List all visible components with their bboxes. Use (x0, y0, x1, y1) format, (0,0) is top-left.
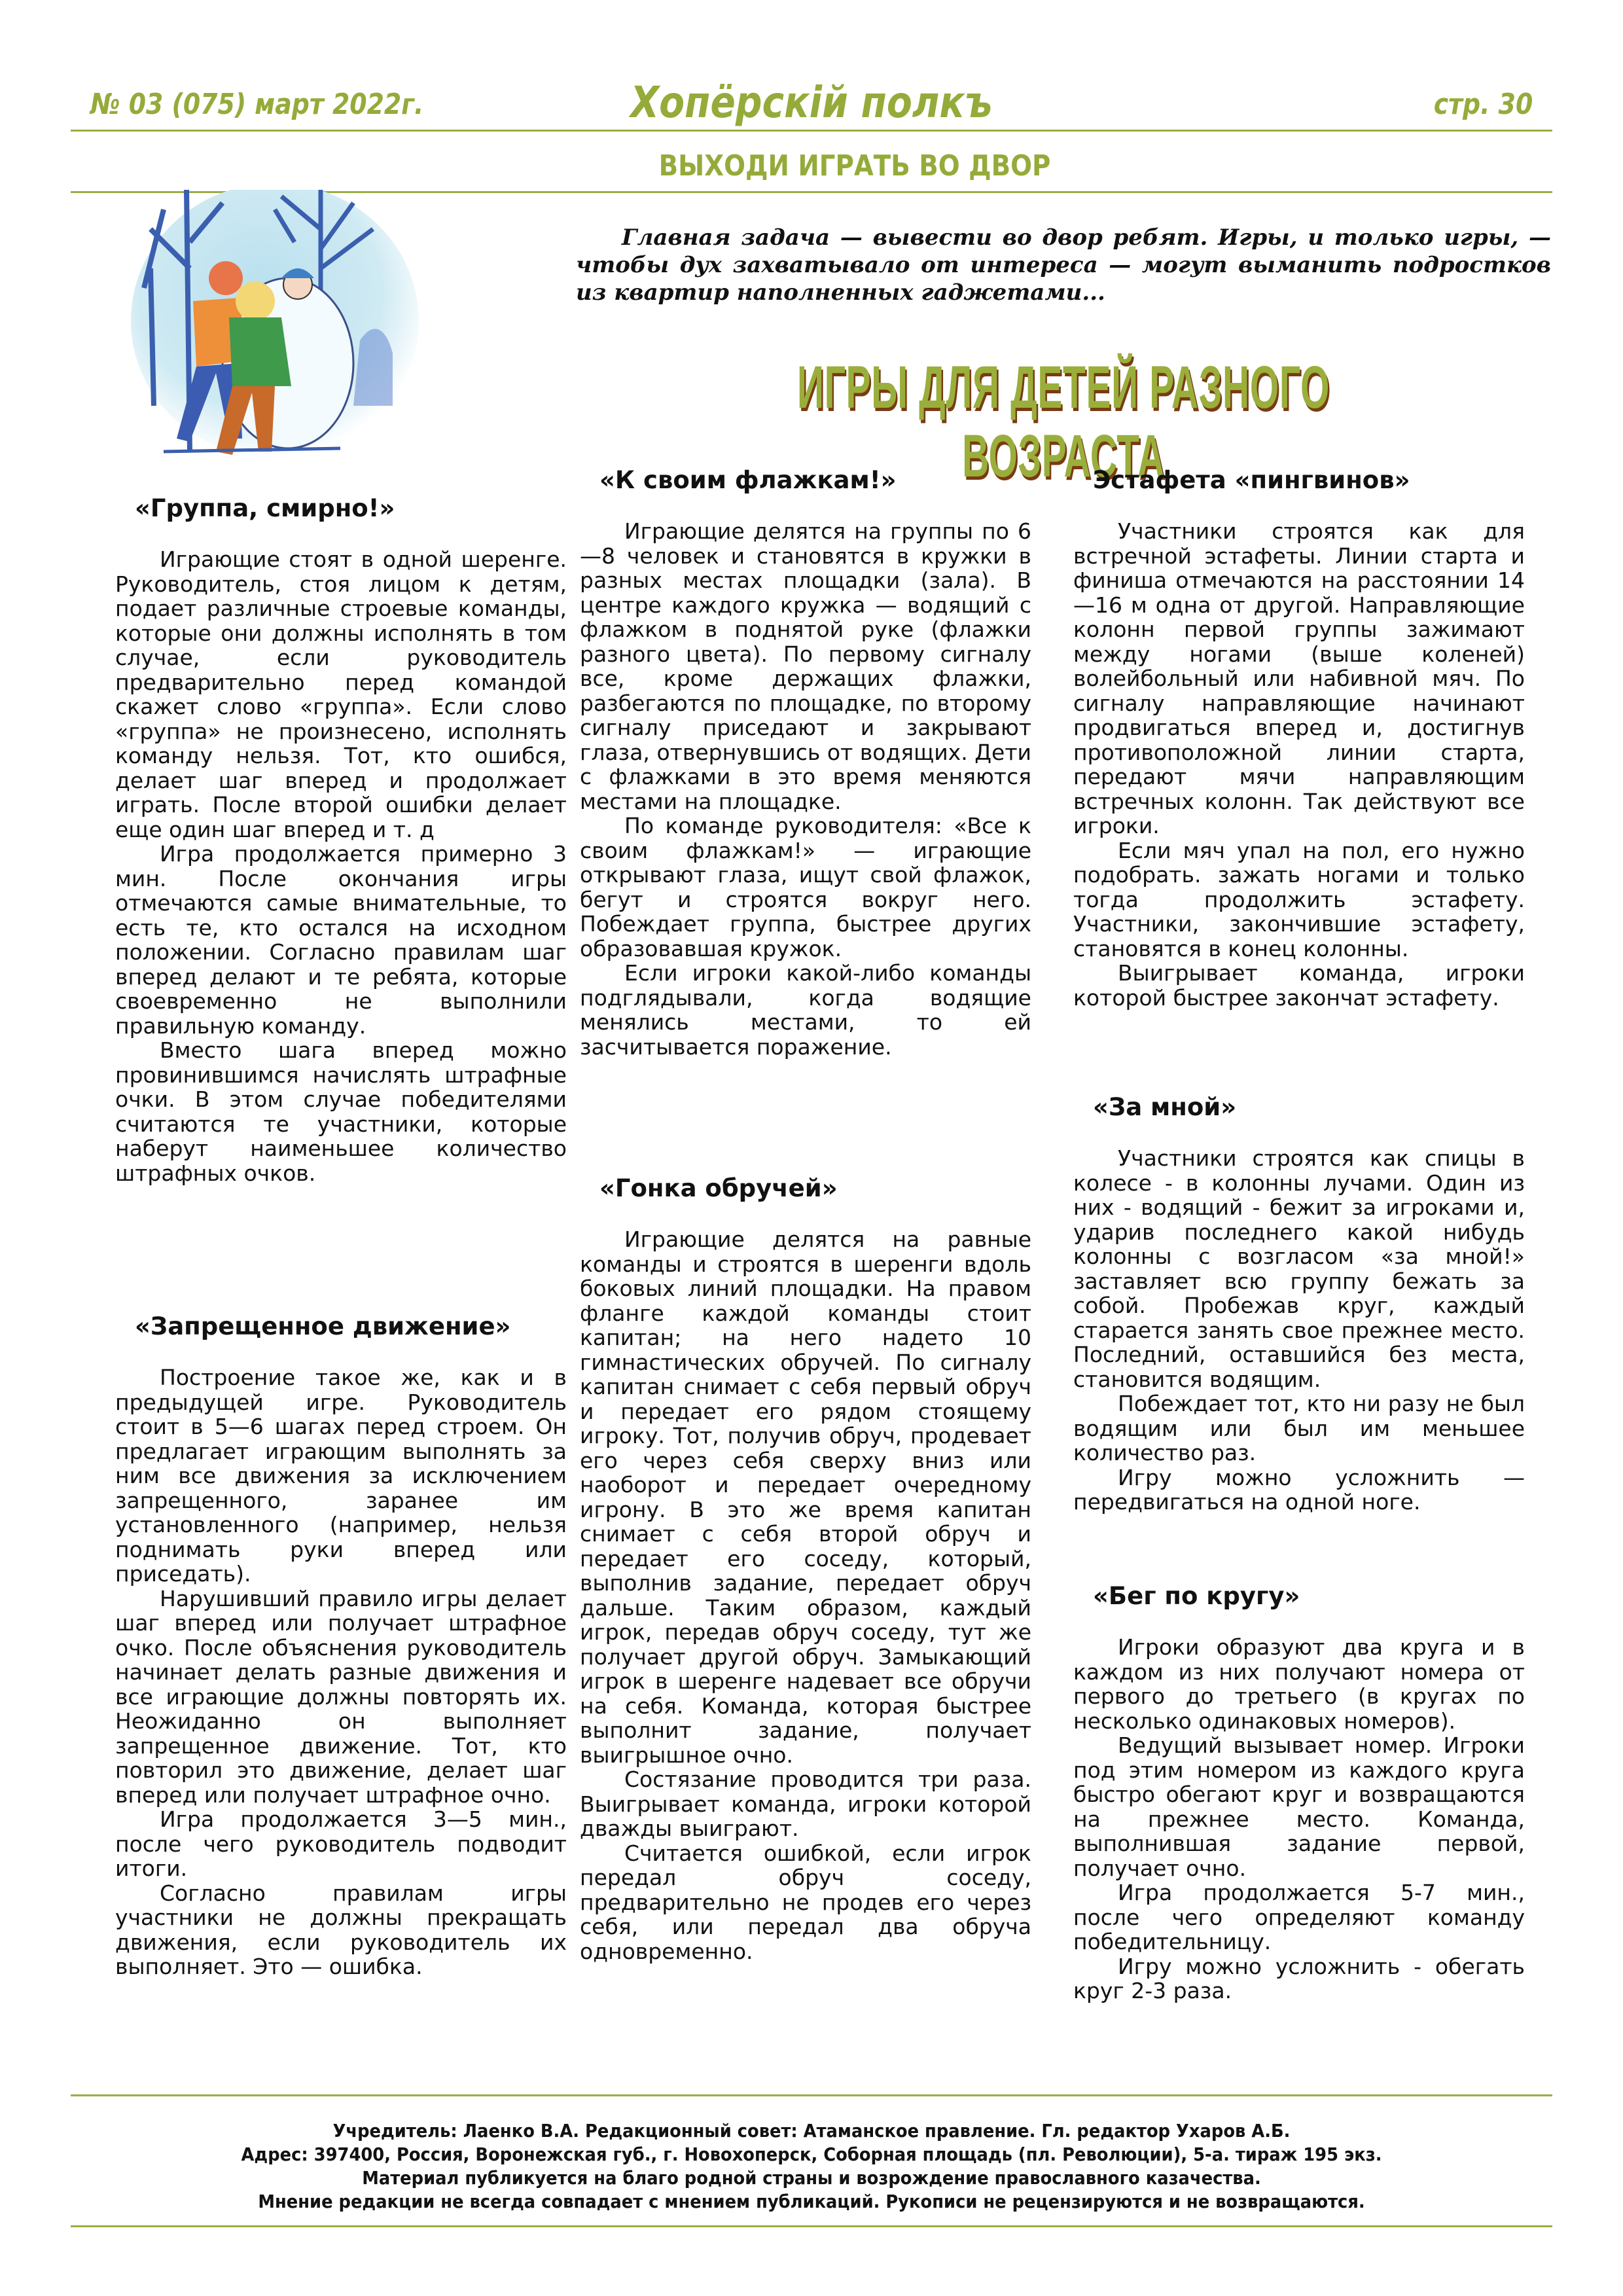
footer-mission: Материал публикуется на благо родной страны и возрождение православного казачества. (362, 2167, 1261, 2189)
article-title: «За мной» (1093, 1093, 1237, 1121)
article-paragraph: Игроки образуют два круга и в каждом из них получают номера от первого до третьего (в кругах по несколько одинаковых номеров). (1073, 1634, 1525, 1734)
footer-disclaimer: Мнение редакции не всегда совпадает с мнением публикаций. Рукописи не рецензируются и не возвращаются. (258, 2191, 1365, 2212)
article-hoop-race (580, 1174, 1031, 1964)
article-title: «К своим флажкам!» (599, 466, 897, 494)
article-group-attention (115, 494, 567, 1185)
article-paragraph: Если мяч упал на пол, его нужно подобрать. зажать ногами и только тогда продолжить эстафету. Участники, закончившие эстафету, становятся в конец колонны. (1073, 837, 1525, 961)
article-follow-me (1073, 1093, 1525, 1515)
page-number: стр. 30 (1433, 88, 1533, 121)
article-circle-run (1073, 1582, 1525, 2003)
article-title: «Бег по кругу» (1093, 1582, 1300, 1610)
article-paragraph: Играющие делятся на равные команды и строятся в шеренги вдоль боковых линий площадки. На правом фланге каждой команды стоит капитан; на него надето 10 гимнастических обручей. По сигналу капитан снимает с себя первый обруч и передает его рядом стоящему игроку. Тот, получив обруч, продевает его через себя сверху вниз или наоборот и передает очередному игрону. В это же время капитан снимает с себя второй обруч и передает его соседу, который, выполнив задание, передает обруч дальше. Таким образом, каждый игрок, передав обруч соседу, тут же получает другой обруч. Замыкающий игрок в шеренге надевает все обручи на себя. Команда, которая быстрее выполнит задание, получает выигрышное очно. (580, 1227, 1031, 1768)
masthead (71, 79, 1552, 131)
article-penguin-relay (1073, 466, 1525, 1010)
article-paragraph: Участники строятся как для встречной эстафеты. Линии старта и финиша отмечаются на расстоянии 14—16 м одна от другой. Направляющие колонн первой группы зажимают между ногами (выше коленей) волейбольный или набивной мяч. По сигналу направляющие начинают продвигаться вперед и, достигнув противоположной линии старта, передают мячи направляющим встречных колонн. Так действуют все игроки. (1073, 518, 1525, 838)
snowball-illustration (124, 190, 445, 471)
imprint-footer (71, 2119, 1552, 2214)
article-paragraph: Если игроки какой-либо команды подглядывали, когда водящие менялись местами, то ей засчитывается поражение. (580, 960, 1031, 1060)
article-paragraph: Игра продолжается 5-7 мин., после чего определяют команду победительницу. (1073, 1880, 1525, 1954)
article-paragraph: Построение такое же, как и в предыдущей игре. Руководитель стоит в 5—6 шагах перед строем. Он предлагает играющим выполнять за ним все движения за исключением запрещенного, заранее им установленного (например, нельзя поднимать руки вперед или приседать). (115, 1365, 567, 1587)
article-to-flags (580, 466, 1031, 1059)
article-paragraph: Игра продолжается примерно 3 мин. После окончания игры отмечаются самые внимательные, то есть те, кто остался на исходном положении. Согласно правилам шаг вперед делают и те ребята, которые своевременно не выполнили правильную команду. (115, 841, 567, 1039)
footer-address: Адрес: 397400, Россия, Воронежская губ., г. Новохоперск, Соборная площадь (пл. Революции), 5-а. тираж 195 экз. (241, 2144, 1382, 2165)
issue-number: № 03 (075) март 2022г. (90, 88, 424, 121)
article-title: «Гонка обручей» (599, 1174, 838, 1202)
article-paragraph: Играющие делятся на группы по 6—8 человек и становятся в кружки в разных местах площадки (зала). В центре каждого кружка — водящий с флажком в поднятой руке (флажки разного цвета). По первому сигналу все, кроме держащих флажки, разбегаются по площадке, по второму сигналу приседают и закрывают глаза, отвернувшись от водящих. Дети с флажками в это время меняются местами на площадке. (580, 518, 1031, 814)
lede-paragraph: Главная задача — вывести во двор ребят. Игры, и только игры, — чтобы дух захватывало от интереса — могут выманить подростков из квартир наполненных гаджетами... (576, 224, 1551, 306)
article-paragraph: Играющие стоят в одной шеренге. Руководитель, стоя лицом к детям, подает различные строевые команды, которые они должны исполнять в том случае, если руководитель предварительно перед командой скажет слово «группа». Если слово «группа» не произнесено, исполнять команду нельзя. Тот, кто ошибся, делает шаг вперед и продолжает играть. После второй ошибки делает еще один шаг вперед и т. д (115, 547, 567, 842)
header-rule (71, 130, 1552, 132)
newspaper-title: Хопёрскій полкъ (630, 77, 993, 128)
article-title: «Группа, смирно!» (135, 494, 395, 522)
article-paragraph: Выигрывает команда, игроки которой быстрее закончат эстафету. (1073, 960, 1525, 1011)
section-title: ВЫХОДИ ИГРАТЬ ВО ДВОР (658, 149, 1051, 183)
main-headline: ИГРЫ ДЛЯ ДЕТЕЙ РАЗНОГО ВОЗРАСТА (796, 354, 1330, 490)
footer-top-rule (71, 2094, 1552, 2096)
article-paragraph: Участники строятся как спицы в колесе - в колонны лучами. Один из них - водящий - бежит за игроками и, ударив последнего какой нибудь колонны с возгласом «за мной!» заставляет всю группу бежать за собой. Пробежав круг, каждый старается занять свое прежнее место. Последний, оставшийся без места, становится водящим. (1073, 1145, 1525, 1392)
article-title: «Запрещенное движение» (135, 1312, 511, 1340)
article-paragraph: Нарушивший правило игры делает шаг вперед или получает штрафное очко. После объяснения руководитель начинает делать разные движения и все играющие должны повторять их. Неожиданно он выполняет запрещенное движение. Тот, кто повторил это движение, делает шаг вперед или получает штрафное очно. (115, 1585, 567, 1808)
article-paragraph: Состязание проводится три раза. Выигрывает команда, игроки которой дважды выиграют. (580, 1767, 1031, 1841)
article-paragraph: Побеждает тот, кто ни разу не был водящим или был им меньшее количество раз. (1073, 1391, 1525, 1465)
article-paragraph: Вместо шага вперед можно провинившимся начислять штрафные очки. В этом случае победителями считаются те участники, которые наберут наименьшее количество штрафных очков. (115, 1037, 567, 1186)
footer-founder: Учредитель: Лаенко В.А. Редакционный совет: Атаманское правление. Гл. редактор Ухаров А.Б. (332, 2120, 1291, 2142)
article-paragraph: По команде руководителя: «Все к своим флажкам!» — играющие открывают глаза, ищут свой флажок, бегут и строятся вокруг него. Побеждает группа, быстрее других образовавшая кружок. (580, 813, 1031, 961)
article-forbidden-move (115, 1312, 567, 1979)
article-paragraph: Игра продолжается 3—5 мин., после чего руководитель подводит итоги. (115, 1806, 567, 1881)
article-paragraph: Ведущий вызывает номер. Игроки под этим номером из каждого круга быстро обегают круг и возвращаются на прежнее место. Команда, выполнившая задание первой, получает очно. (1073, 1732, 1525, 1881)
footer-bottom-rule (71, 2225, 1552, 2227)
article-paragraph: Игру можно усложнить — передвигаться на одной ноге. (1073, 1464, 1525, 1515)
article-paragraph: Считается ошибкой, если игрок передал обруч соседу, предварительно не продев его через себя, или передал два обруча одновременно. (580, 1840, 1031, 1964)
article-paragraph: Игру можно усложнить - обегать круг 2-3 раза. (1073, 1953, 1525, 2003)
article-title: Эстафета «пингвинов» (1093, 466, 1410, 494)
article-paragraph: Согласно правилам игры участники не должны прекращать движения, если руководитель их выполняет. Это — ошибка. (115, 1880, 567, 1979)
